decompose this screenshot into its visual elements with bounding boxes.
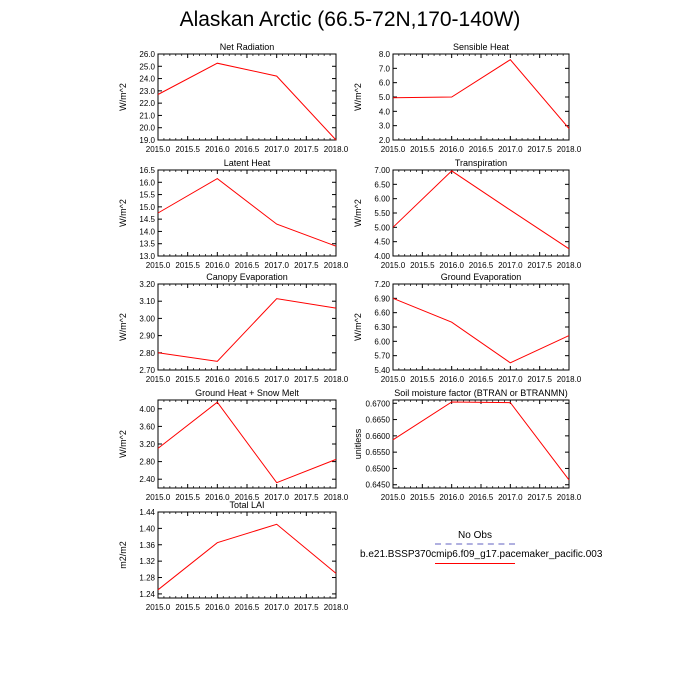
chart-panel xyxy=(353,42,582,154)
x-tick-label: 2018.0 xyxy=(323,493,349,502)
chart-panel xyxy=(118,388,349,502)
x-tick-label: 2015.0 xyxy=(145,145,171,154)
chart-panel xyxy=(353,272,582,384)
x-tick-label: 2017.5 xyxy=(294,603,319,612)
series-line xyxy=(393,402,569,480)
x-tick-label: 2016.5 xyxy=(468,261,494,270)
x-tick-label: 2015.5 xyxy=(175,493,200,502)
y-tick-label: 5.50 xyxy=(374,209,390,218)
y-axis-label: W/m^2 xyxy=(353,199,363,227)
x-tick-label: 2018.0 xyxy=(323,261,349,270)
x-tick-label: 2016.0 xyxy=(205,145,230,154)
plot-frame xyxy=(158,54,336,140)
x-tick-label: 2017.0 xyxy=(264,261,289,270)
y-tick-label: 2.80 xyxy=(139,457,155,467)
x-tick-label: 2016.5 xyxy=(468,145,494,154)
y-tick-label: 26.0 xyxy=(139,50,155,59)
y-tick-label: 4.50 xyxy=(374,237,390,247)
x-tick-label: 2015.0 xyxy=(380,145,406,154)
y-tick-label: 0.6650 xyxy=(365,415,390,425)
x-tick-label: 2016.5 xyxy=(468,375,494,384)
y-tick-label: 8.0 xyxy=(378,50,390,59)
x-tick-label: 2018.0 xyxy=(556,261,582,270)
x-tick-label: 2015.0 xyxy=(380,375,406,384)
legend xyxy=(360,530,603,564)
y-tick-label: 6.60 xyxy=(374,308,390,318)
plot-frame xyxy=(393,170,569,256)
series-line xyxy=(393,171,569,249)
chart-title: Transpiration xyxy=(454,158,508,168)
y-tick-label: 5.00 xyxy=(374,223,390,233)
y-tick-label: 6.50 xyxy=(374,180,390,190)
y-tick-label: 3.20 xyxy=(139,280,155,289)
y-tick-label: 3.0 xyxy=(378,121,390,131)
plot-frame xyxy=(158,170,336,256)
y-tick-label: 2.70 xyxy=(139,366,155,375)
chart-title: Soil moisture factor (BTRAN or BTRANMN) xyxy=(394,388,568,398)
y-axis-label: W/m^2 xyxy=(353,83,363,111)
y-tick-label: 3.20 xyxy=(139,440,155,449)
x-tick-label: 2017.5 xyxy=(294,493,319,502)
y-tick-label: 4.00 xyxy=(374,252,390,261)
legend-obs-label: No Obs xyxy=(458,530,492,541)
x-tick-label: 2017.5 xyxy=(527,145,552,154)
x-tick-label: 2017.5 xyxy=(294,261,319,270)
plot-frame xyxy=(158,512,336,598)
x-tick-label: 2017.5 xyxy=(527,375,552,384)
y-tick-label: 6.30 xyxy=(374,323,390,332)
y-tick-label: 3.00 xyxy=(139,314,155,324)
x-tick-label: 2016.5 xyxy=(234,261,260,270)
legend-model-label: b.e21.BSSP370cmip6.f09_g17.pacemaker_pacific.003 xyxy=(360,549,603,560)
x-tick-label: 2018.0 xyxy=(323,145,349,154)
y-tick-label: 2.90 xyxy=(139,331,155,341)
y-axis-label: W/m^2 xyxy=(118,199,128,227)
x-tick-label: 2017.0 xyxy=(498,375,523,384)
chart-title: Ground Heat + Snow Melt xyxy=(195,388,299,398)
chart-title: Sensible Heat xyxy=(452,42,510,52)
x-tick-label: 2015.0 xyxy=(145,493,171,502)
y-axis-label: W/m^2 xyxy=(118,430,128,458)
x-tick-label: 2018.0 xyxy=(556,145,582,154)
chart-title: Canopy Evaporation xyxy=(206,272,288,282)
x-tick-label: 2017.0 xyxy=(264,375,289,384)
y-tick-label: 22.0 xyxy=(139,99,155,109)
y-tick-label: 20.0 xyxy=(139,123,155,133)
y-tick-label: 2.0 xyxy=(378,136,390,145)
series-line xyxy=(393,60,569,129)
y-tick-label: 0.6700 xyxy=(365,399,390,409)
chart-title: Latent Heat xyxy=(223,158,271,168)
x-tick-label: 2016.5 xyxy=(234,145,260,154)
chart-panel xyxy=(118,42,349,154)
y-tick-label: 1.32 xyxy=(139,557,155,567)
legend-model-line xyxy=(435,563,515,564)
y-tick-label: 3.60 xyxy=(139,422,155,432)
y-axis-label: W/m^2 xyxy=(118,313,128,341)
x-tick-label: 2015.0 xyxy=(380,493,406,502)
plot-frame xyxy=(393,284,569,370)
x-tick-label: 2016.5 xyxy=(234,375,260,384)
y-tick-label: 23.0 xyxy=(139,86,155,96)
x-tick-label: 2015.5 xyxy=(410,375,435,384)
chart-title: Total LAI xyxy=(229,500,265,510)
x-tick-label: 2015.5 xyxy=(410,261,435,270)
x-tick-label: 2017.5 xyxy=(294,375,319,384)
x-tick-label: 2015.0 xyxy=(145,375,171,384)
figure-title: Alaskan Arctic (66.5-72N,170-140W) xyxy=(179,8,521,31)
y-tick-label: 6.00 xyxy=(374,194,390,204)
x-tick-label: 2018.0 xyxy=(323,603,349,612)
x-tick-label: 2017.0 xyxy=(498,145,523,154)
y-tick-label: 14.0 xyxy=(139,227,155,237)
y-tick-label: 13.0 xyxy=(139,252,155,261)
chart-panel xyxy=(353,388,582,502)
x-tick-label: 2018.0 xyxy=(556,493,582,502)
x-tick-label: 2017.0 xyxy=(264,145,289,154)
x-tick-label: 2015.5 xyxy=(175,375,200,384)
x-tick-label: 2017.0 xyxy=(498,493,523,502)
y-tick-label: 3.10 xyxy=(139,297,155,307)
x-tick-label: 2017.0 xyxy=(264,603,289,612)
y-tick-label: 0.6450 xyxy=(365,480,390,490)
x-tick-label: 2016.5 xyxy=(468,493,494,502)
y-axis-label: m2/m2 xyxy=(118,541,128,569)
plot-frame xyxy=(393,400,569,488)
y-tick-label: 15.0 xyxy=(139,202,155,212)
y-tick-label: 14.5 xyxy=(139,215,155,225)
x-tick-label: 2016.0 xyxy=(439,493,464,502)
y-tick-label: 1.24 xyxy=(139,589,155,599)
x-tick-label: 2018.0 xyxy=(556,375,582,384)
x-tick-label: 2015.5 xyxy=(175,261,200,270)
y-tick-label: 19.0 xyxy=(139,136,155,145)
y-tick-label: 4.0 xyxy=(378,107,390,117)
y-tick-label: 16.5 xyxy=(139,166,155,175)
x-tick-label: 2016.5 xyxy=(234,493,260,502)
y-tick-label: 15.5 xyxy=(139,190,155,200)
x-tick-label: 2015.0 xyxy=(145,261,171,270)
y-axis-label: unitless xyxy=(353,428,363,460)
legend-obs-line xyxy=(435,543,515,545)
y-tick-label: 6.0 xyxy=(378,78,390,88)
y-tick-label: 1.40 xyxy=(139,524,155,534)
series-line xyxy=(393,298,569,363)
y-tick-label: 2.80 xyxy=(139,348,155,358)
x-tick-label: 2017.0 xyxy=(498,261,523,270)
chart-panel xyxy=(118,500,349,612)
y-tick-label: 1.44 xyxy=(139,508,155,517)
x-tick-label: 2016.0 xyxy=(439,261,464,270)
y-tick-label: 6.90 xyxy=(374,294,390,304)
x-tick-label: 2015.5 xyxy=(175,145,200,154)
chart-panel xyxy=(118,272,349,384)
series-line xyxy=(158,402,336,483)
x-tick-label: 2015.0 xyxy=(145,603,171,612)
x-tick-label: 2016.0 xyxy=(205,375,230,384)
series-line xyxy=(158,299,336,362)
y-tick-label: 7.0 xyxy=(378,64,390,74)
y-tick-label: 0.6500 xyxy=(365,464,390,474)
x-tick-label: 2016.0 xyxy=(205,261,230,270)
x-tick-label: 2017.5 xyxy=(294,145,319,154)
plot-frame xyxy=(158,400,336,488)
y-tick-label: 5.70 xyxy=(374,351,390,361)
y-axis-label: W/m^2 xyxy=(353,313,363,341)
series-line xyxy=(158,179,336,247)
x-tick-label: 2017.5 xyxy=(527,493,552,502)
x-tick-label: 2015.5 xyxy=(410,145,435,154)
y-tick-label: 4.00 xyxy=(139,404,155,414)
y-tick-label: 5.40 xyxy=(374,366,390,375)
y-tick-label: 21.0 xyxy=(139,111,155,121)
x-tick-label: 2016.0 xyxy=(439,375,464,384)
chart-panel xyxy=(118,158,349,270)
series-line xyxy=(158,524,336,590)
x-tick-label: 2015.5 xyxy=(410,493,435,502)
series-line xyxy=(158,63,336,140)
y-tick-label: 1.28 xyxy=(139,573,155,583)
y-tick-label: 1.36 xyxy=(139,540,155,550)
y-tick-label: 0.6550 xyxy=(365,448,390,458)
y-tick-label: 2.40 xyxy=(139,475,155,485)
x-tick-label: 2016.0 xyxy=(205,493,230,502)
x-tick-label: 2017.5 xyxy=(527,261,552,270)
y-tick-label: 5.0 xyxy=(378,93,390,102)
x-tick-label: 2015.5 xyxy=(175,603,200,612)
y-tick-label: 0.6600 xyxy=(365,431,390,441)
chart-title: Net Radiation xyxy=(219,42,275,52)
x-tick-label: 2017.0 xyxy=(264,493,289,502)
y-axis-label: W/m^2 xyxy=(118,83,128,111)
y-tick-label: 7.00 xyxy=(374,166,390,175)
x-tick-label: 2016.5 xyxy=(234,603,260,612)
chart-panel xyxy=(353,158,582,270)
y-tick-label: 16.0 xyxy=(139,178,155,188)
x-tick-label: 2016.0 xyxy=(205,603,230,612)
chart-title: Ground Evaporation xyxy=(440,272,522,282)
y-tick-label: 7.20 xyxy=(374,280,390,289)
y-tick-label: 25.0 xyxy=(139,62,155,72)
y-tick-label: 6.00 xyxy=(374,337,390,347)
y-tick-label: 13.5 xyxy=(139,239,155,249)
x-tick-label: 2016.0 xyxy=(439,145,464,154)
x-tick-label: 2018.0 xyxy=(323,375,349,384)
x-tick-label: 2015.0 xyxy=(380,261,406,270)
y-tick-label: 24.0 xyxy=(139,74,155,84)
